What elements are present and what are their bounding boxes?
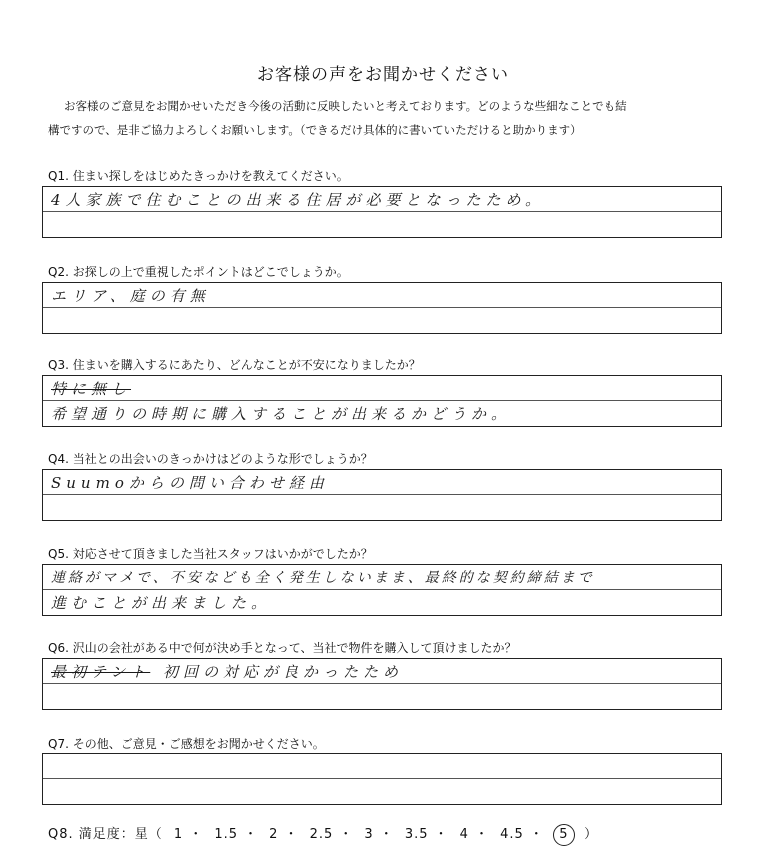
rating-option-selected[interactable]: 5	[553, 824, 575, 846]
handwritten-answer: エリア、庭の有無	[51, 287, 210, 305]
answer-line[interactable]	[43, 754, 721, 779]
answer-line[interactable]	[43, 565, 721, 590]
question-3-label: Q3. 住まいを購入するにあたり、どんなことが不安になりましたか？	[48, 358, 421, 372]
answer-line[interactable]	[43, 308, 721, 333]
answer-line[interactable]	[43, 470, 721, 495]
rating-label: Q8. 満足度：星（	[48, 827, 163, 842]
question-1-label: Q1. 住まい探しをはじめたきっかけを教えてください。	[48, 169, 349, 183]
intro-line-2: 構ですので、是非ご協力よろしくお願いします。（できるだけ具体的に書いていただけると助かります）	[48, 123, 582, 137]
rating-option[interactable]: 2	[269, 827, 279, 842]
rating-close: ）	[584, 827, 599, 842]
answer-line[interactable]	[43, 684, 721, 709]
answer-box-4[interactable]	[42, 469, 722, 521]
handwritten-answer: Suumoからの問い合わせ経由	[51, 474, 329, 492]
handwritten-answer: 進むことが出来ました。	[51, 594, 272, 612]
struck-out-answer: 特に無し	[51, 380, 132, 398]
question-7-label: Q7. その他、ご意見・ご感想をお聞かせください。	[48, 737, 325, 751]
answer-line[interactable]	[43, 376, 721, 401]
handwritten-answer: 初回の対応が良かったため	[163, 663, 404, 681]
answer-line[interactable]	[43, 212, 721, 237]
question-6-label: Q6. 沢山の会社がある中で何が決め手となって、当社で物件を購入して頂けましたか？	[48, 641, 517, 655]
page-title: お客様の声をお聞かせください	[257, 65, 509, 85]
answer-box-6[interactable]	[42, 658, 722, 710]
answer-box-2[interactable]	[42, 282, 722, 334]
question-5-label: Q5. 対応させて頂きました当社スタッフはいかがでしたか？	[48, 547, 373, 561]
answer-box-3[interactable]	[42, 375, 722, 427]
handwritten-answer: 連絡がマメで、不安なども全く発生しないまま、最終的な契約締結まで	[51, 570, 595, 586]
answer-line[interactable]	[43, 495, 721, 520]
answer-box-1[interactable]	[42, 186, 722, 238]
rating-option[interactable]: 2.5	[309, 827, 334, 842]
bleed-through-text	[200, 6, 670, 66]
answer-line[interactable]	[43, 779, 721, 804]
answer-line[interactable]	[43, 590, 721, 615]
intro-line-1: お客様のご意見をお聞かせいただき今後の活動に反映したいと考えております。どのような些細なことでも結	[64, 99, 627, 113]
intro-text	[48, 94, 738, 142]
answer-box-7[interactable]	[42, 753, 722, 805]
rating-option[interactable]: 3.5	[404, 827, 429, 842]
rating-option[interactable]: 4	[459, 827, 469, 842]
answer-line[interactable]	[43, 659, 721, 684]
handwritten-answer: 希望通りの時期に購入することが出来るかどうか。	[51, 405, 512, 423]
rating-option[interactable]: 4.5	[500, 827, 524, 842]
rating-option[interactable]: 1.5	[214, 827, 239, 842]
question-4-label: Q4. 当社との出会いのきっかけはどのような形でしょうか？	[48, 452, 373, 466]
rating-option[interactable]: 1	[173, 827, 184, 842]
rating-option[interactable]: 3	[364, 827, 374, 842]
satisfaction-rating: Q8. 満足度：星（ 1 ・ 1.5 ・ 2 ・ 2.5 ・ 3 ・ 3.5 ・ 4 ・ 4.5 ・ 5 ）	[48, 823, 598, 846]
answer-line[interactable]	[43, 401, 721, 426]
answer-line[interactable]	[43, 283, 721, 308]
handwritten-answer: 4人家族で住むことの出来る住居が必要となったため。	[51, 191, 545, 209]
answer-box-5[interactable]	[42, 564, 722, 616]
answer-line[interactable]	[43, 187, 721, 212]
question-2-label: Q2. お探しの上で重視したポイントはどこでしょうか。	[48, 265, 349, 279]
struck-out-answer: 最初テント	[51, 663, 151, 681]
